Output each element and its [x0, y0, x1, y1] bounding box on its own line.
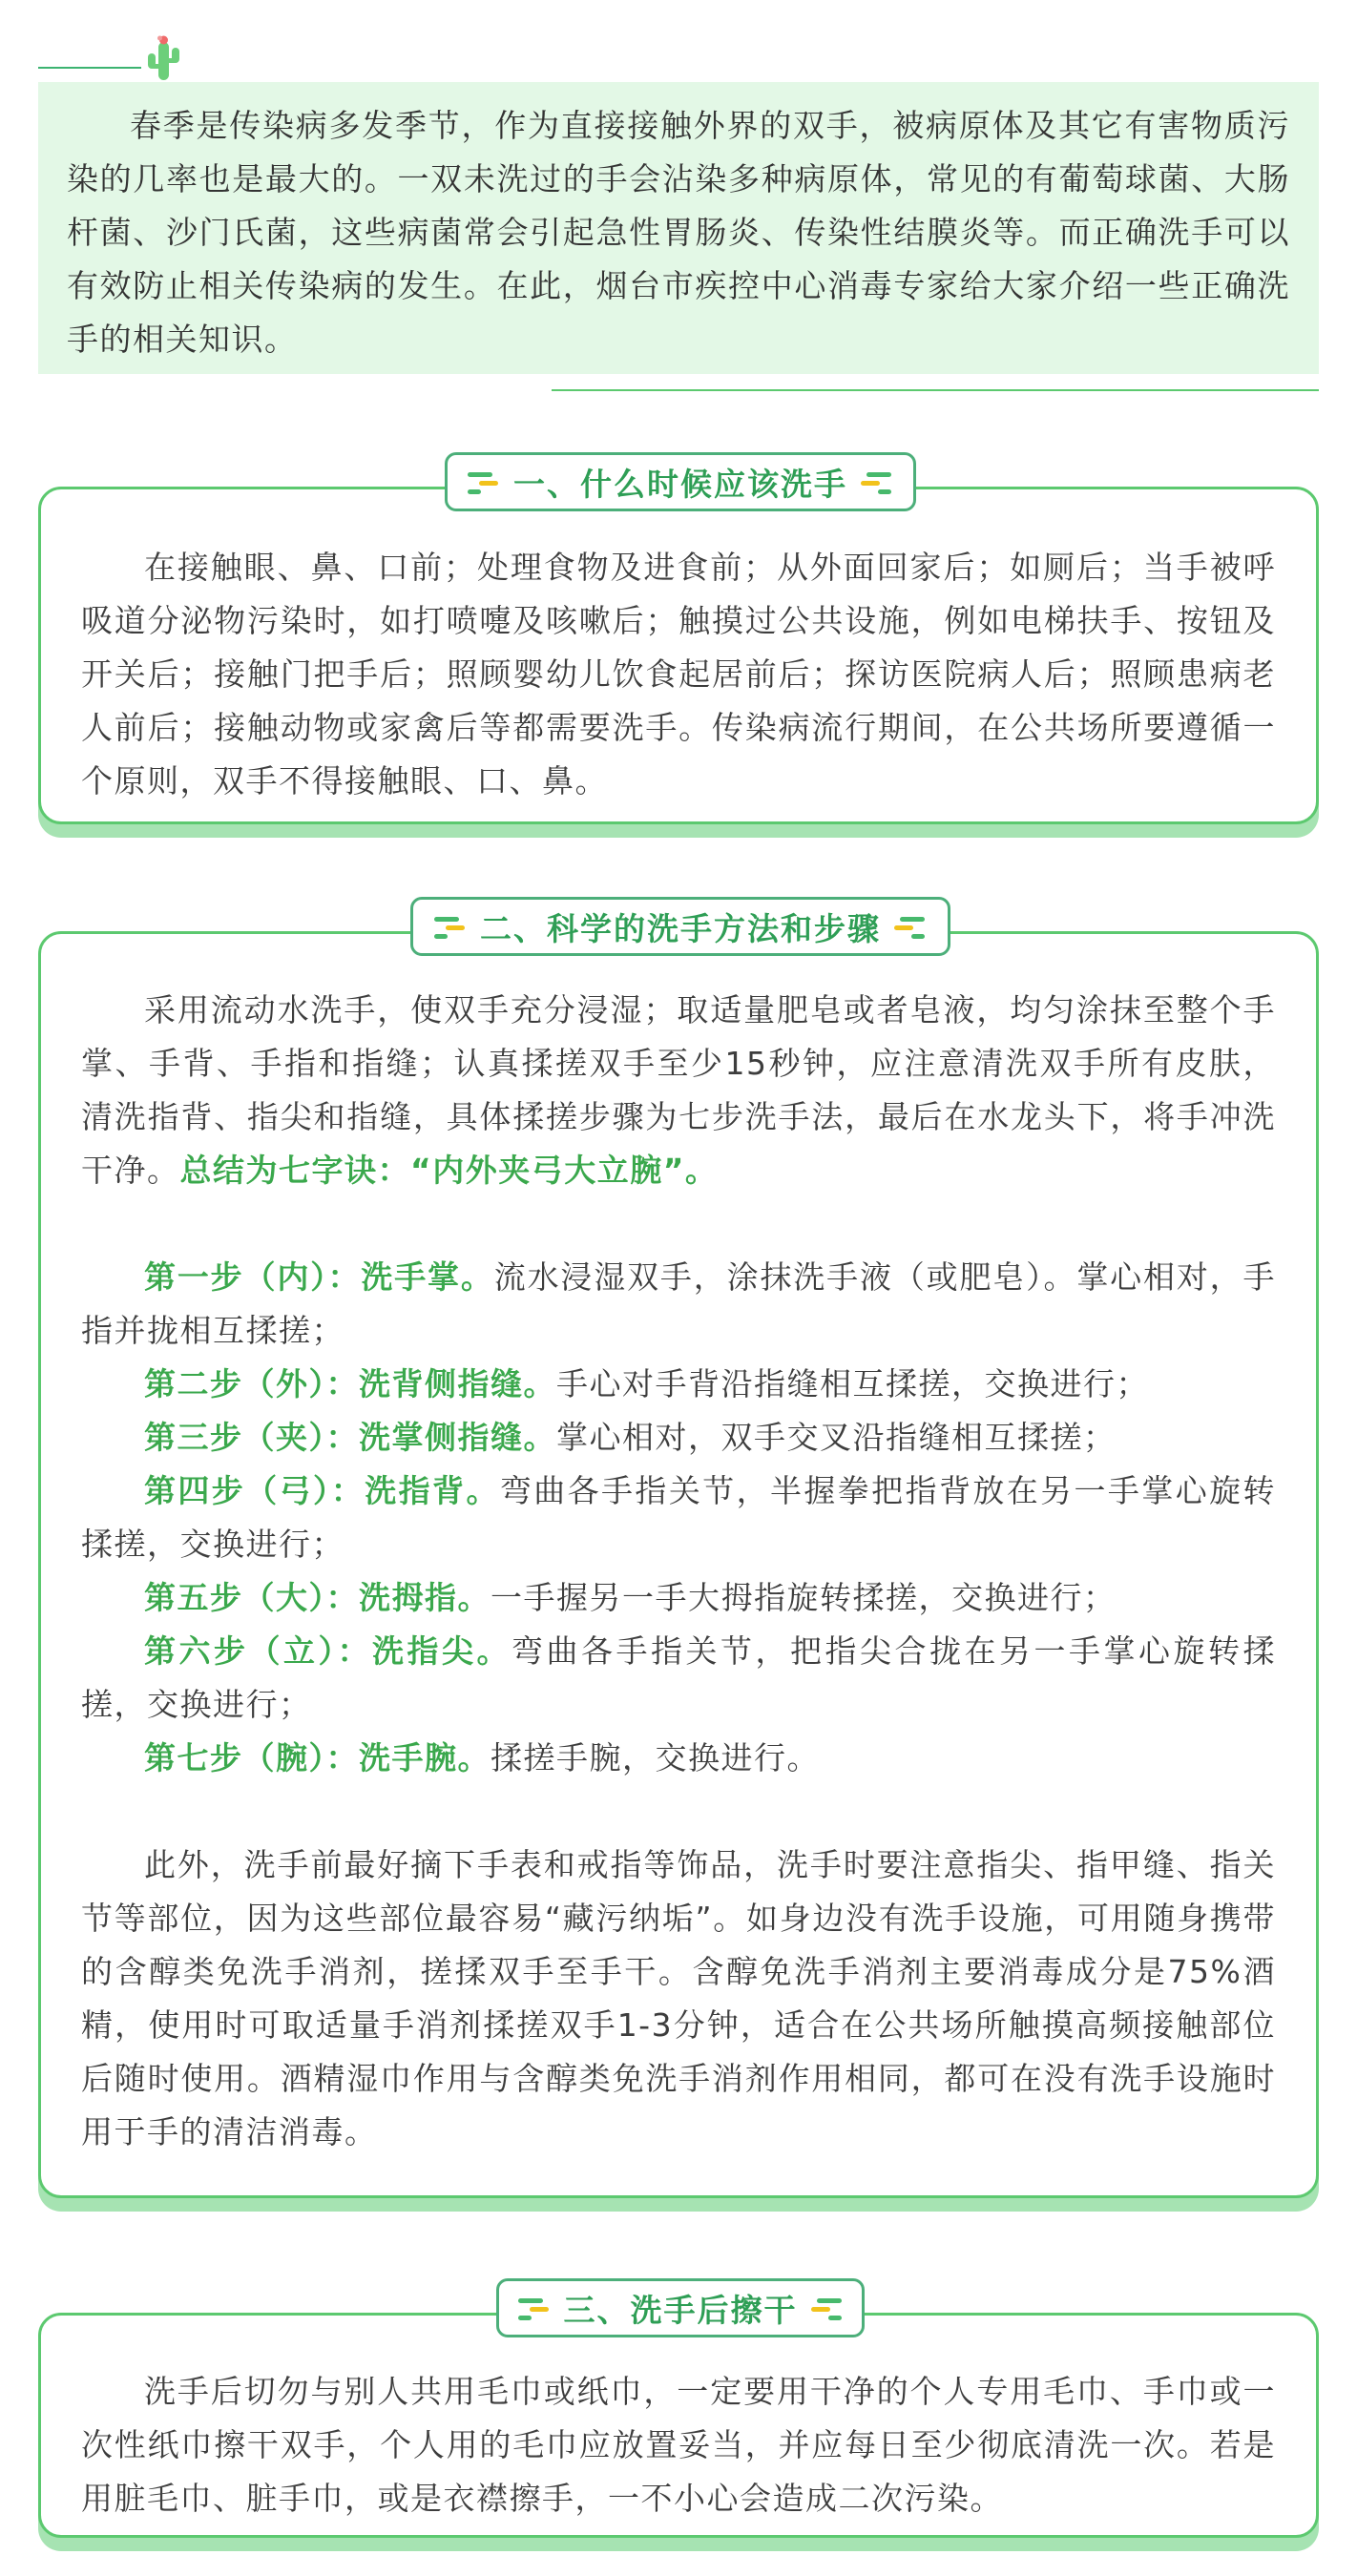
- section-1-title-badge: [445, 452, 916, 511]
- step-6: [81, 1625, 1276, 1732]
- step-1-text: 流水浸湿双手，涂抹洗手液（或肥皂）。掌心相对，手指并拢相互揉搓；: [81, 1258, 1277, 1349]
- step-6-label: 第六步（立）：洗指尖。: [144, 1632, 511, 1670]
- title-decoration-icon: [811, 2296, 844, 2320]
- title-decoration-icon: [518, 2296, 551, 2320]
- step-4-label: 第四步（弓）：洗指背。: [144, 1472, 500, 1509]
- seven-character-summary: 总结为七字诀：“内外夹弓大立腕”。: [179, 1152, 719, 1189]
- intro-divider-line: [552, 389, 1319, 391]
- step-3-text: 掌心相对，双手交叉沿指缝相互揉搓；: [556, 1419, 1117, 1456]
- step-7-text: 揉搓手腕，交换进行。: [491, 1739, 820, 1776]
- section-3-body: 洗手后切勿与别人共用毛巾或纸巾，一定要用干净的个人专用毛巾、手巾或一次性纸巾擦干双手，个人用的毛巾应放置妥当，并应每日至少彻底清洗一次。若是用脏毛巾、脏手巾，或是衣襟擦手，一不小心会造成二次污染。: [81, 2373, 1276, 2517]
- section-2-extra: 此外，洗手前最好摘下手表和戒指等饰品，洗手时要注意指尖、指甲缝、指关节等部位，因为这些部位最容易“藏污纳垢”。如身边没有洗手设施，可用随身携带的含醇类免洗手消剂，搓揉双手至手干。含醇免洗手消剂主要消毒成分是75%酒精，使用时可取适量手消剂揉搓双手1-3分钟，适合在公共场所触摸高频接触部位后随时使用。酒精湿巾作用与含醇类免洗手消剂作用相同，都可在没有洗手设施时用于手的清洁消毒。: [81, 1846, 1276, 2150]
- step-7-label: 第七步（腕）：洗手腕。: [144, 1739, 491, 1776]
- section-2-title: 二、科学的洗手方法和步骤: [480, 909, 881, 947]
- title-decoration-icon: [894, 914, 927, 939]
- step-3-label: 第三步（夹）：洗掌侧指缝。: [144, 1419, 556, 1456]
- step-1-label: 第一步（内）：洗手掌。: [144, 1258, 494, 1296]
- step-2: [81, 1358, 1276, 1411]
- title-decoration-icon: [861, 469, 893, 494]
- section-3-title: 三、洗手后擦干: [563, 2291, 798, 2329]
- intro-block: [38, 82, 1319, 374]
- step-5: [81, 1571, 1276, 1625]
- cactus-icon: [145, 32, 181, 82]
- step-3: [81, 1411, 1276, 1465]
- step-2-text: 手心对手背沿指缝相互揉搓，交换进行；: [556, 1365, 1149, 1402]
- section-1-title: 一、什么时候应该洗手: [513, 465, 847, 503]
- section-1-body: 在接触眼、鼻、口前；处理食物及进食前；从外面回家后；如厕后；当手被呼吸道分泌物污染时，如打喷嚏及咳嗽后；触摸过公共设施，例如电梯扶手、按钮及开关后；接触门把手后；照顾婴幼儿饮食起居前后；探访医院病人后；照顾患病老人前后；接触动物或家禽后等都需要洗手。传染病流行期间，在公共场所要遵循一个原则，双手不得接触眼、口、鼻。: [81, 549, 1276, 800]
- step-7: [81, 1732, 1276, 1785]
- top-divider-line: [38, 67, 141, 69]
- title-decoration-icon: [434, 914, 467, 939]
- section-2-title-badge: [410, 897, 950, 956]
- section-1-card: [38, 487, 1319, 824]
- step-4: [81, 1465, 1276, 1571]
- title-decoration-icon: [468, 469, 500, 494]
- step-1: [81, 1251, 1276, 1358]
- section-2-intro-text: 采用流动水洗手，使双手充分浸湿；取适量肥皂或者皂液，均匀涂抹至整个手掌、手背、手指和指缝；认真揉搓双手至少15秒钟，应注意清洗双手所有皮肤，清洗指背、指尖和指缝，具体揉搓步骤为七步洗手法，最后在水龙头下，将手冲洗干净。: [81, 991, 1276, 1189]
- intro-text: 春季是传染病多发季节，作为直接接触外界的双手，被病原体及其它有害物质污染的几率也是最大的。一双未洗过的手会沾染多种病原体，常见的有葡萄球菌、大肠杆菌、沙门氏菌，这些病菌常会引起急性胃肠炎、传染性结膜炎等。而正确洗手可以有效防止相关传染病的发生。在此，烟台市疾控中心消毒专家给大家介绍一些正确洗手的相关知识。: [67, 107, 1290, 358]
- step-2-label: 第二步（外）：洗背侧指缝。: [144, 1365, 556, 1402]
- step-5-label: 第五步（大）：洗拇指。: [144, 1579, 491, 1616]
- section-3-title-badge: [496, 2278, 865, 2337]
- step-6-text: 弯曲各手指关节，把指尖合拢在另一手掌心旋转揉搓，交换进行；: [81, 1632, 1276, 1723]
- step-5-text: 一手握另一手大拇指旋转揉搓，交换进行；: [491, 1579, 1117, 1616]
- step-4-text: 弯曲各手指关节，半握拳把指背放在另一手掌心旋转揉搓，交换进行；: [81, 1472, 1277, 1563]
- section-3-card: [38, 2313, 1319, 2538]
- section-2-card: [38, 931, 1319, 2198]
- section-2-intro: [81, 984, 1276, 1197]
